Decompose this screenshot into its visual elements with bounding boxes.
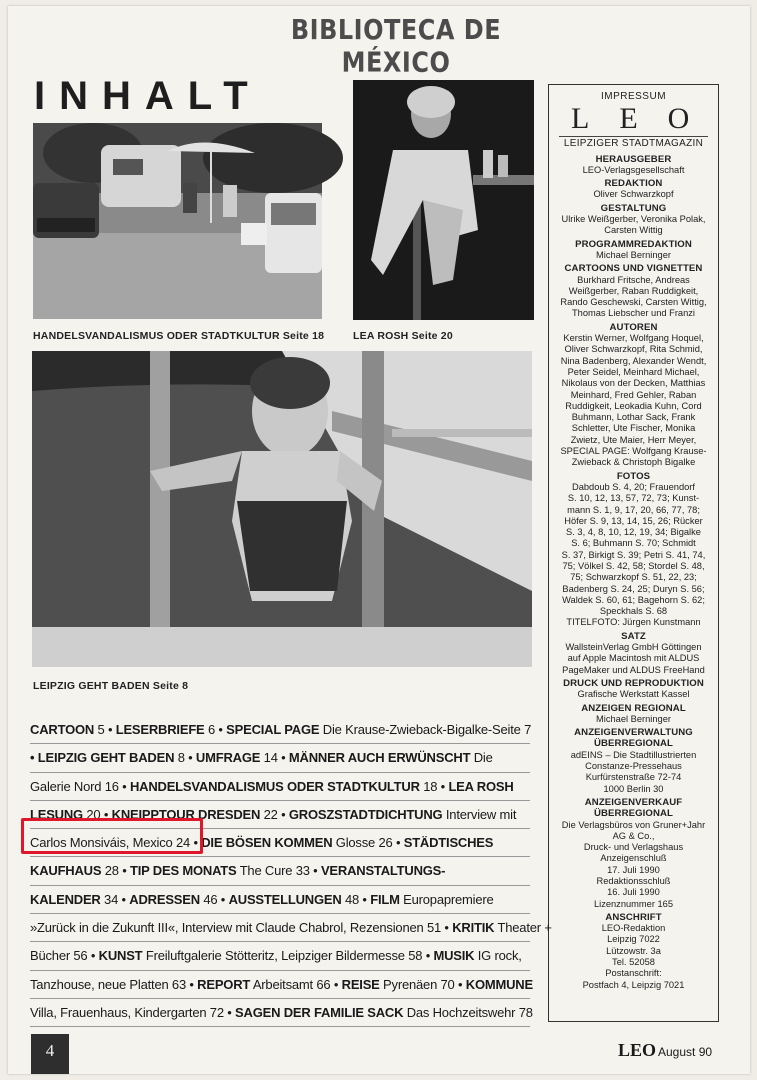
toc-text: Freiluftgalerie Stötteritz, Leipziger Bildermesse 58 • [142, 948, 434, 964]
impressum-section [553, 471, 714, 629]
toc-title: • LEIPZIG GEHT BADEN [30, 750, 175, 766]
section-text: LEO-Redaktion Leipzig 7022 Lützowstr. 3a Tel. 52058 Postanschrift: Postfach 4, Leipzig 7021 [582, 923, 685, 990]
toc-text: 46 • [199, 891, 229, 907]
impressum-section [553, 178, 714, 201]
toc-text: Tanzhouse, neue Platten 63 • [30, 976, 198, 992]
toc-text: Bücher 56 • [30, 948, 99, 964]
toc-title: STÄDTISCHES [403, 835, 494, 851]
section-heading: ANSCHRIFT [605, 911, 662, 923]
toc-title: KNEIPPTOUR DRESDEN [111, 806, 261, 822]
toc-title: KOMMUNE [465, 976, 533, 992]
toc-line [30, 942, 530, 970]
footer-brand: LEO [618, 1040, 657, 1060]
impressum-section [553, 263, 714, 319]
photo-camper-scene [33, 123, 322, 319]
toc-text: 6 • [204, 722, 227, 737]
section-heading: ANZEIGEN REGIONAL [581, 702, 686, 714]
toc-line [30, 971, 533, 999]
section-heading: SATZ [621, 630, 646, 642]
toc-text: »Zurück in die Zukunft III«, Interview mit Claude Chabrol, Rezensionen 51 • [30, 920, 453, 936]
toc-title: LESUNG [30, 806, 83, 822]
toc-title: MUSIK [433, 948, 475, 964]
toc-line [30, 773, 530, 801]
impressum-section [553, 239, 714, 262]
toc-title: ADRESSEN [129, 891, 200, 907]
toc-text-highlighted: Carlos Monsiváis, Mexico 24 • [30, 835, 202, 851]
page-number: 4 [31, 1034, 69, 1074]
toc-title: TIP DES MONATS [130, 863, 237, 879]
section-heading: CARTOONS UND VIGNETTEN [564, 263, 703, 275]
section-text: Ulrike Weißgerber, Veronika Polak, Carsten Wittig [561, 214, 706, 236]
photo3-caption: LEIPZIG GEHT BADEN Seite 8 [33, 680, 189, 692]
section-text: Michael Berninger [596, 249, 671, 260]
impressum-label: IMPRESSUM [600, 91, 667, 102]
section-text: Die Verlagsbüros von Gruner+Jahr AG & Co., Druck- und Verlagshaus Anzeigenschluß 17. Juli 1990 Redaktionsschluß 16. Juli 1990 Lizenznummer 165 [561, 819, 706, 909]
impressum-section [553, 678, 714, 701]
section-heading: FOTOS [616, 470, 651, 482]
toc-text: 28 • [101, 863, 130, 879]
toc-text: Arbeitsamt 66 • [250, 976, 342, 992]
section-text: adEINS – Die Stadtillustrierten Constanze-Pressehaus Kurfürstenstraße 72-74 1000 Berlin 30 [570, 749, 697, 794]
toc-text: Europapremiere [399, 891, 494, 907]
toc-title: VERANSTALTUNGS- [320, 863, 446, 879]
toc-text: The Cure 33 • [236, 863, 321, 879]
impressum-section [553, 154, 714, 177]
toc-text: Villa, Frauenhaus, Kindergarten 72 • [30, 1004, 236, 1020]
section-heading: ANZEIGENVERKAUF ÜBERREGIONAL [584, 796, 683, 820]
leo-logo: LEO [571, 102, 720, 136]
toc-text: 22 • [260, 806, 289, 822]
section-heading: AUTOREN [609, 321, 658, 333]
toc-text: 8 • [174, 750, 196, 766]
toc-text: Die [470, 750, 493, 766]
table-of-contents [30, 716, 552, 1027]
impressum-section [553, 631, 714, 676]
section-text: LEO-Verlagsgesellschaft [582, 164, 685, 175]
toc-text: Glosse 26 • [332, 835, 404, 851]
toc-text: 34 • [100, 891, 130, 907]
toc-line [30, 857, 530, 885]
toc-title: CARTOON [30, 722, 95, 737]
toc-line [30, 716, 530, 744]
section-text: WallsteinVerlag GmbH Göttingen auf Apple Macintosh mit ALDUS PageMaker und ALDUS FreeHand [562, 642, 705, 675]
toc-title: AUSSTELLUNGEN [228, 891, 342, 907]
toc-line [30, 744, 530, 772]
impressum-section [553, 703, 714, 726]
toc-text: 5 • [94, 722, 116, 737]
section-heading: DRUCK UND REPRODUKTION [563, 677, 704, 689]
toc-title: MÄNNER AUCH ERWÜNSCHT [288, 750, 471, 766]
toc-title: SPECIAL PAGE [226, 722, 320, 737]
toc-title: GROSZSTADTDICHTUNG [288, 806, 443, 822]
toc-title: REPORT [197, 976, 251, 992]
library-stamp: BIBLIOTECA DE MÉXICO [290, 13, 502, 79]
toc-title: UMFRAGE [195, 750, 261, 766]
toc-title: HANDELSVANDALISMUS ODER STADTKULTUR [129, 778, 420, 794]
toc-text: Die Krause-Zwieback-Bigalke-Seite 7 [319, 722, 532, 737]
page-heading: INHALT [34, 74, 262, 118]
section-heading: GESTALTUNG [600, 202, 667, 214]
highlight-box [21, 818, 203, 854]
photo-lea-rosh [353, 80, 534, 320]
section-text: Oliver Schwarzkopf [593, 189, 674, 200]
impressum-section [553, 727, 714, 795]
impressum-section [553, 912, 714, 991]
photo1-caption: HANDELSVANDALISMUS ODER STADTKULTUR Seite 18 [33, 330, 325, 342]
toc-text: 20 • [82, 806, 112, 822]
toc-text: 48 • [341, 891, 371, 907]
section-heading: HERAUSGEBER [595, 153, 672, 165]
toc-text: Interview mit [442, 806, 517, 822]
toc-line [30, 914, 552, 942]
toc-text: Galerie Nord 16 • [30, 778, 130, 794]
impressum-section [553, 203, 714, 237]
section-text: Michael Berninger [596, 713, 671, 724]
toc-text: 14 • [260, 750, 289, 766]
toc-line [30, 886, 530, 914]
toc-title: DIE BÖSEN KOMMEN [201, 835, 333, 851]
toc-text: 18 • [419, 778, 449, 794]
toc-text: Pyrenäen 70 • [379, 976, 466, 992]
impressum-section [553, 322, 714, 469]
toc-line [30, 999, 533, 1027]
magazine-subtitle: LEIPZIGER STADTMAGAZIN [559, 136, 708, 149]
toc-title: KAUFHAUS [30, 863, 102, 879]
impressum-box [548, 84, 719, 1022]
toc-title: REISE [341, 976, 380, 992]
photo2-caption: LEA ROSH Seite 20 [353, 330, 453, 342]
toc-title: KRITIK [452, 920, 495, 936]
section-text: Dabdoub S. 4, 20; Frauendorf S. 10, 12, 13, 57, 72, 73; Kunst- mann S. 1, 9, 17, 20, 66, 77, 78; Höfer S. 9, 13, 14, 15, 26; Rücker S. 3, 4, 8, 10, 12, 19, 34; Bigalke S. 6; Buhmann S. 70; Schmidt S. 37, Birkigt S. 39; Petri S. 41, 74, 75; Völkel S. 42, 58; Stordel S. 48, 75; Schwarzkopf S. 51, 22, 23; Badenberg S. 24, 25; Duryn S. 56; Waldek S. 60, 61; Bagehorn S. 62; Speckhals S. 68 TITELFOTO: Jürgen Kunstmann [561, 481, 706, 628]
section-heading: PROGRAMMREDAKTION [575, 238, 692, 250]
toc-title: FILM [370, 891, 400, 907]
photo-girl-in-pool [32, 351, 532, 667]
toc-title: SAGEN DER FAMILIE SACK [235, 1004, 404, 1020]
toc-title: KUNST [98, 948, 143, 964]
toc-text: Das Hochzeitswehr 78 [403, 1004, 533, 1020]
section-heading: ANZEIGENVERWALTUNG ÜBERREGIONAL [574, 727, 693, 750]
section-heading: REDAKTION [604, 178, 663, 190]
footer-date: August 90 [658, 1045, 713, 1059]
impressum-section [553, 797, 714, 910]
toc-title: LESERBRIEFE [115, 722, 205, 737]
toc-text: Theater + [494, 920, 552, 936]
section-text: Kerstin Werner, Wolfgang Hoquel, Oliver Schwarzkopf, Rita Schmid, Nina Badenberg, Alexander Wendt, Peter Seidel, Meinhard Michael, Nikolaus von der Decken, Matthias Meinhard, Fred Gehler, Raban Ruddigkeit, Leokadia Kuhn, Cord Buhmann, Lothar Sack, Frank Schletter, Ute Fischer, Monika Zwietz, Ute Maier, Herr Meyer, SPECIAL PAGE: Wolfgang Krause- Zwieback & Christoph Bigalke [560, 333, 707, 468]
section-text: Burkhard Fritsche, Andreas Weißgerber, Raban Ruddigkeit, Rando Geschewski, Carsten Wittig, Thomas Liebscher und Franzi [560, 274, 707, 319]
toc-title: KALENDER [30, 891, 101, 907]
toc-title: LEA ROSH [448, 778, 514, 794]
toc-text: IG rock, [474, 948, 522, 964]
section-text: Grafische Werkstatt Kassel [577, 689, 690, 700]
